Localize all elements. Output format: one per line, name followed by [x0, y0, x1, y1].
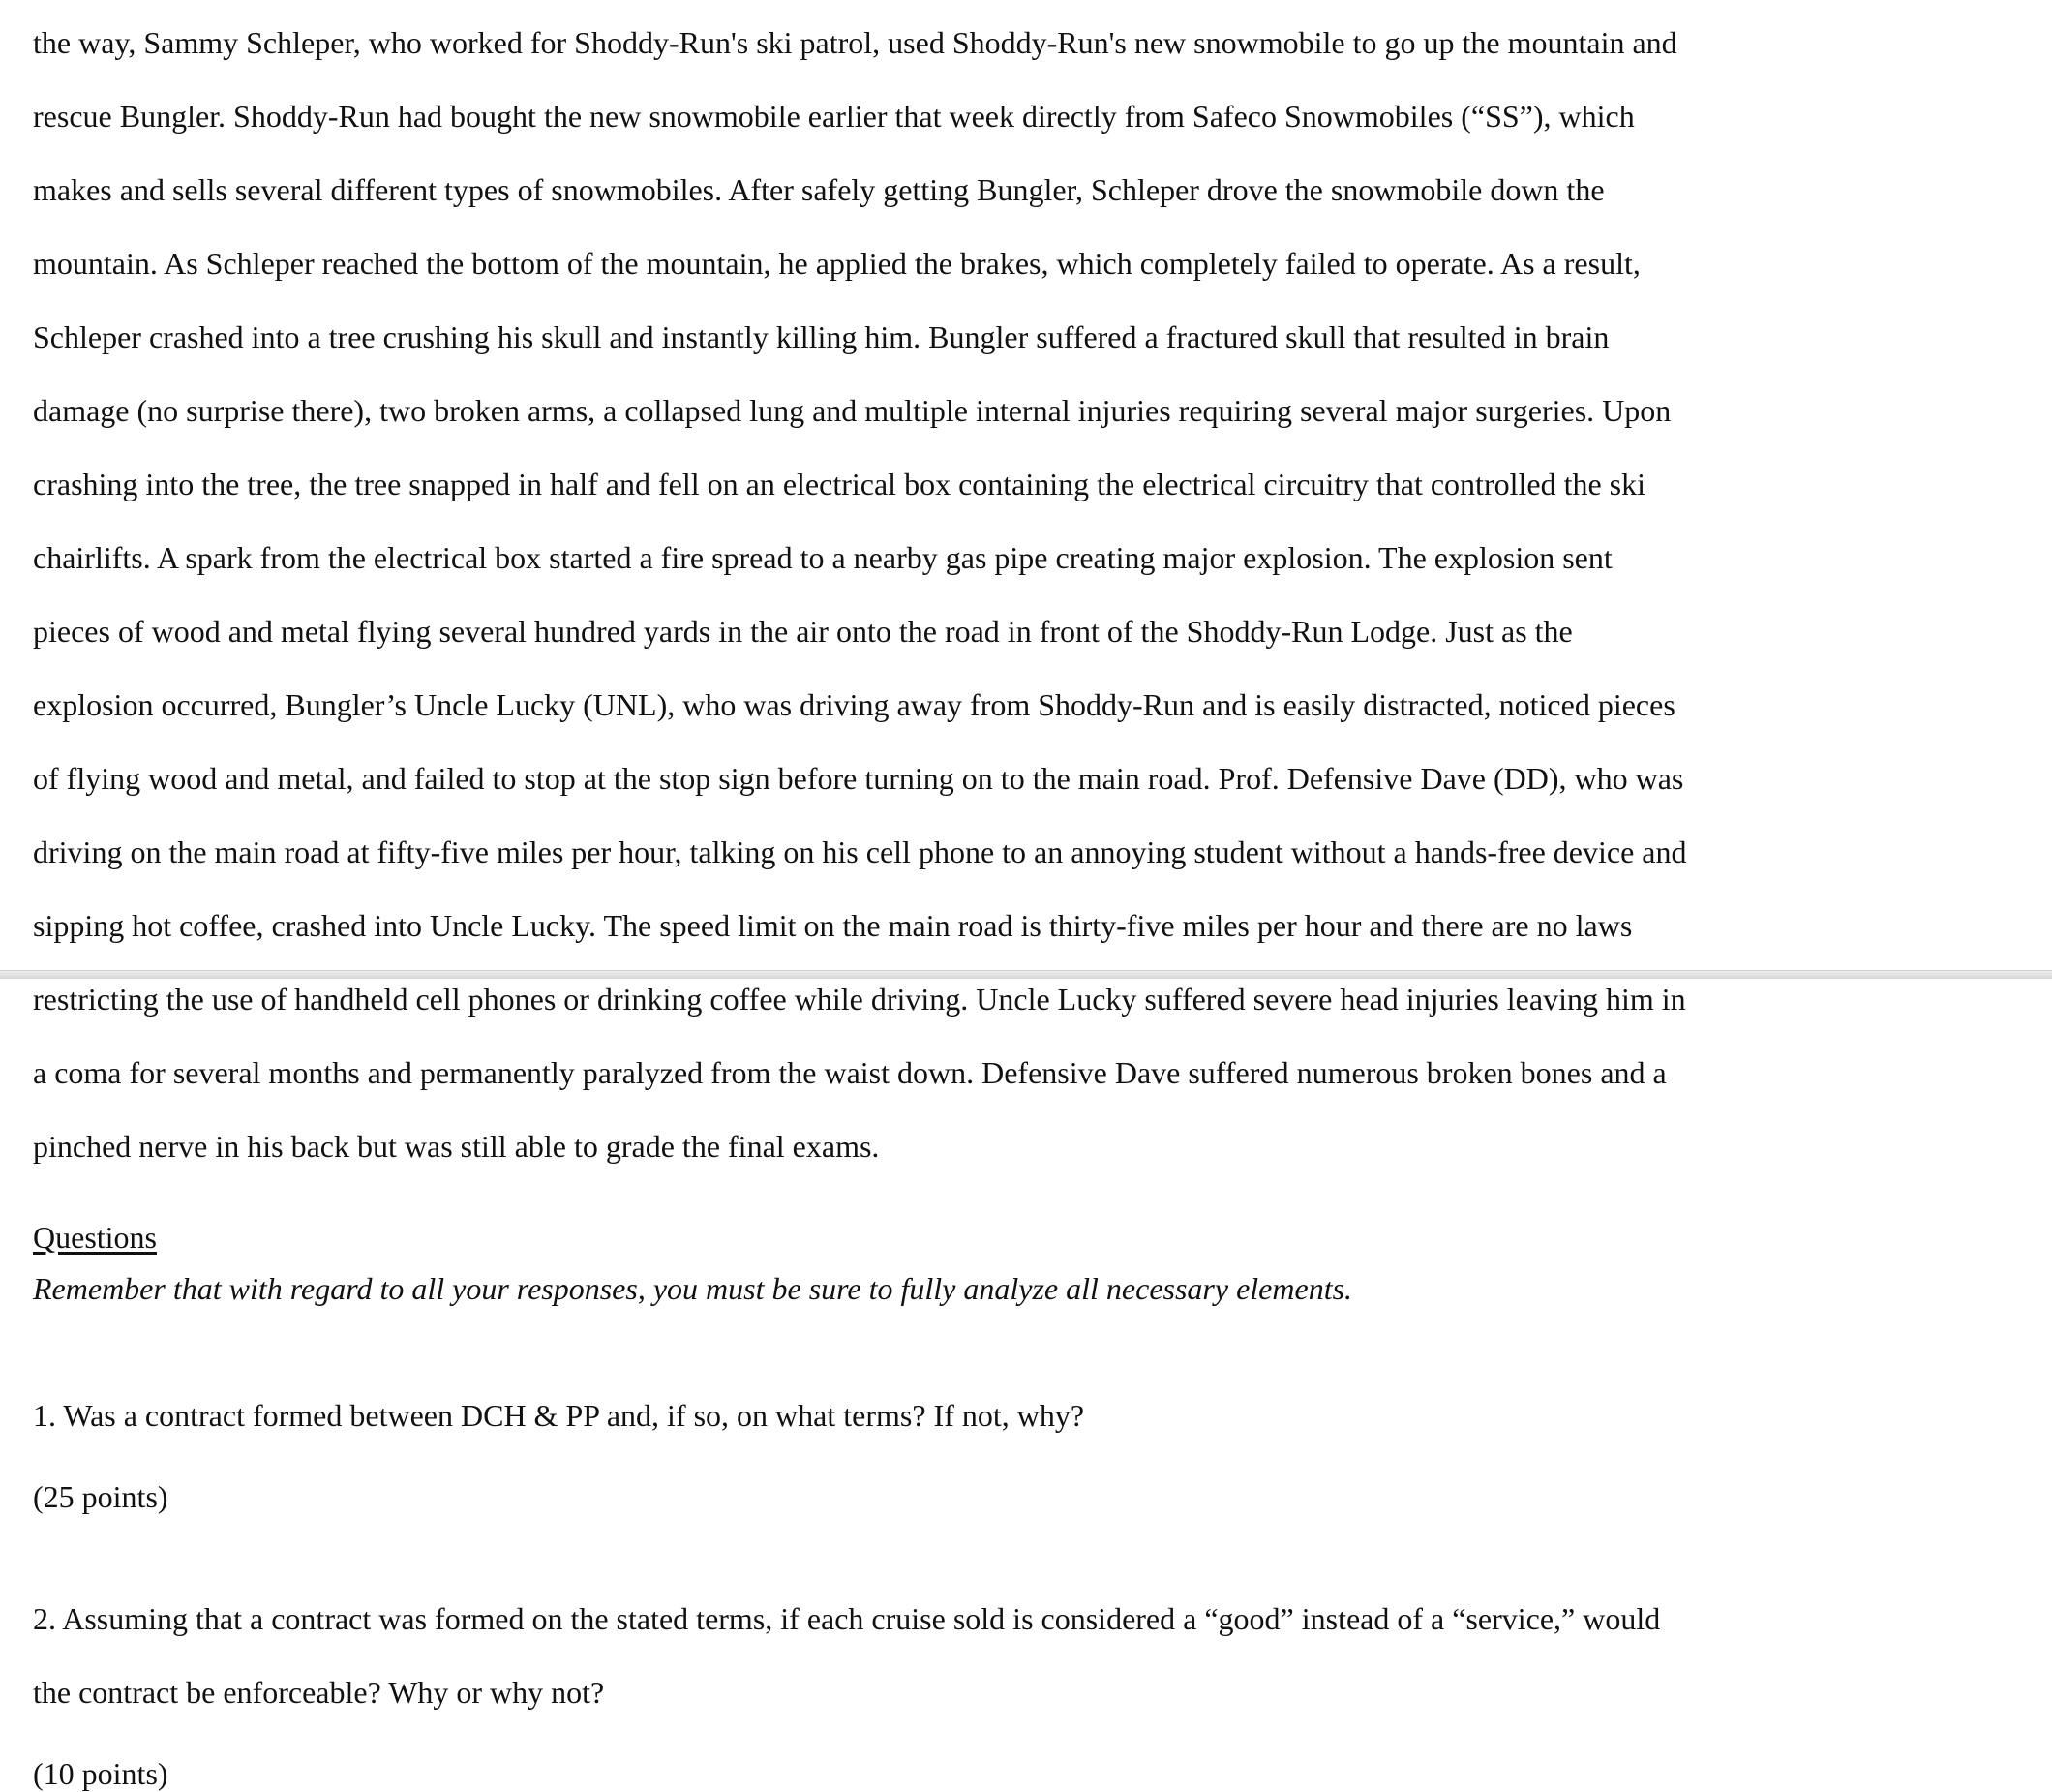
question-1 [33, 1360, 1698, 1515]
questions-heading: Questions [33, 1220, 157, 1255]
fact-line: damage (no surprise there), two broken arms, a collapsed lung and multiple internal injuries requiring several major surgeries. Upon [33, 393, 1672, 428]
question-line: 1. Was a contract formed between DCH & PP and, if so, on what terms? If not, why? [33, 1398, 1085, 1433]
fact-line: a coma for several months and permanently paralyzed from the waist down. Defensive Dave suffered numerous broken bones and a [33, 1055, 1667, 1090]
question-line: the contract be enforceable? Why or why not? [33, 1675, 605, 1710]
fact-pattern-paragraph [33, 0, 1698, 1201]
question-text [33, 1360, 1698, 1471]
fact-line: pieces of wood and metal flying several hundred yards in the air onto the road in front of the Shoddy-Run Lodge. Just as the [33, 614, 1573, 649]
fact-line: pinched nerve in his back but was still able to grade the final exams. [33, 1129, 880, 1164]
fact-line: of flying wood and metal, and failed to stop at the stop sign before turning on to the main road. Prof. Defensive Dave (DD), who was [33, 761, 1684, 796]
fact-line: explosion occurred, Bungler’s Uncle Lucky (UNL), who was driving away from Shoddy-Run and is easily distracted, noticed pieces [33, 687, 1675, 722]
fact-line: mountain. As Schleper reached the bottom of the mountain, he applied the brakes, which completely failed to operate. As a result, [33, 246, 1641, 281]
reminder-note: Remember that with regard to all your responses, you must be sure to fully analyze all necessary elements. [33, 1271, 1353, 1306]
fact-line: crashing into the tree, the tree snapped in half and fell on an electrical box containing the electrical circuitry that controlled the ski [33, 467, 1646, 501]
fact-line: driving on the main road at fifty-five miles per hour, talking on his cell phone to an annoying student without a hands-free device and [33, 835, 1687, 869]
question-line: 2. Assuming that a contract was formed on the stated terms, if each cruise sold is considered a “good” instead of a “service,” would [33, 1601, 1661, 1636]
fact-line: makes and sells several different types of snowmobiles. After safely getting Bungler, Schleper drove the snowmobile down the [33, 172, 1605, 207]
exam-document [33, 0, 1698, 1792]
question-2 [33, 1564, 1698, 1792]
window-bottom-edge [0, 970, 2052, 979]
question-points: (25 points) [33, 1479, 168, 1514]
fact-line: chairlifts. A spark from the electrical box started a fire spread to a nearby gas pipe creating major explosion. The explosion sent [33, 540, 1613, 575]
fact-line: sipping hot coffee, crashed into Uncle Lucky. The speed limit on the main road is thirty-five miles per hour and there are no laws [33, 908, 1633, 943]
question-points: (10 points) [33, 1756, 168, 1791]
fact-line: the way, Sammy Schleper, who worked for Shoddy-Run's ski patrol, used Shoddy-Run's new snowmobile to go up the mountain and [33, 25, 1677, 60]
question-text [33, 1564, 1698, 1747]
fact-line: rescue Bungler. Shoddy-Run had bought the new snowmobile earlier that week directly from Safeco Snowmobiles (“SS”), which [33, 99, 1635, 134]
fact-line: restricting the use of handheld cell phones or drinking coffee while driving. Uncle Lucky suffered severe head injuries leaving him in [33, 982, 1686, 1017]
fact-line: Schleper crashed into a tree crushing his skull and instantly killing him. Bungler suffered a fractured skull that resulted in brain [33, 319, 1610, 354]
